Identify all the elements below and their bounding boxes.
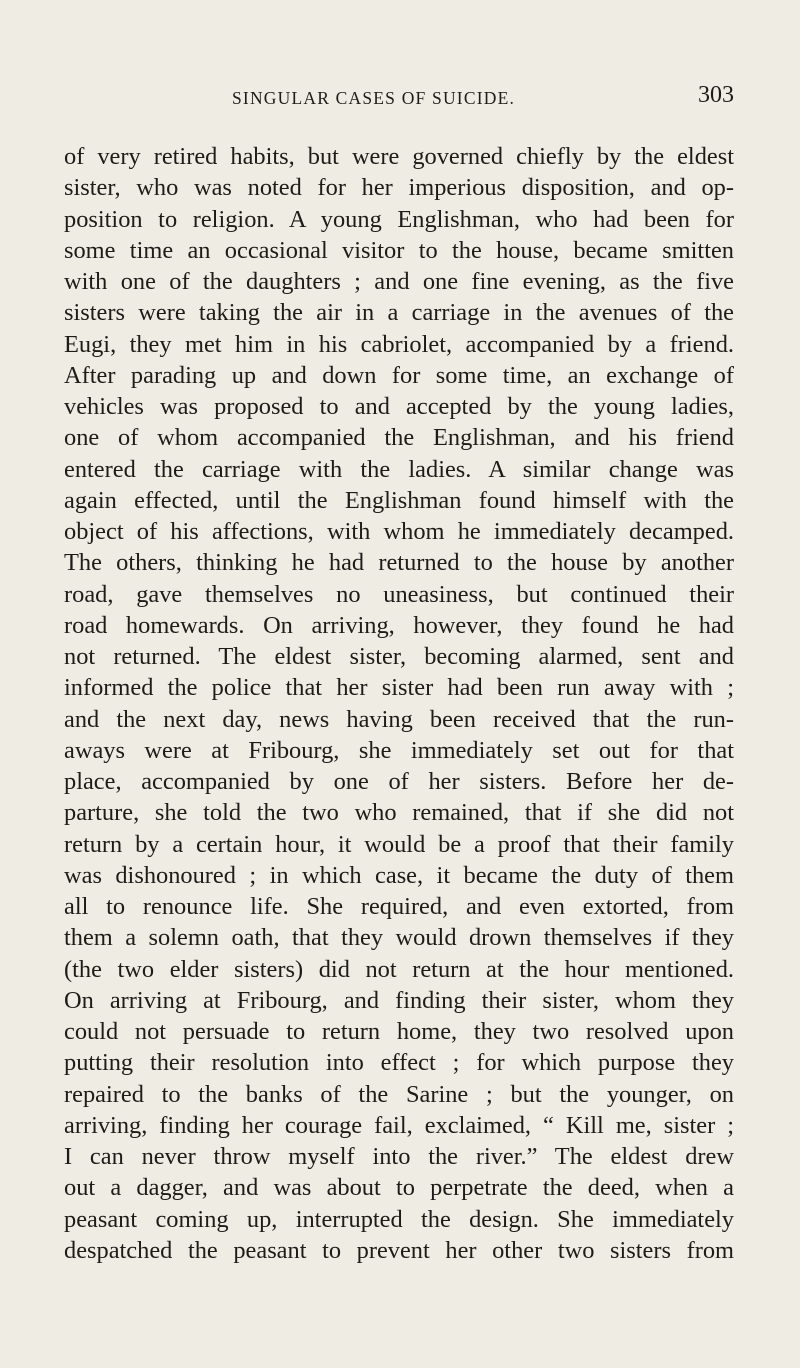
text-line: out a dagger, and was about to perpetrate the deed, when a bbox=[64, 1174, 734, 1202]
text-line: road, gave themselves no uneasiness, but continued their bbox=[64, 580, 734, 608]
text-line: I can never throw myself into the river.” The eldest drew bbox=[64, 1143, 734, 1170]
text-line: parture, she told the two who remained, that if she did not bbox=[64, 799, 734, 827]
text-line: putting their resolution into effect ; for which purpose they bbox=[64, 1049, 734, 1077]
text-line: Eugi, they met him in his cabriolet, accompanied by a friend. bbox=[64, 330, 734, 358]
text-line: return by a certain hour, it would be a proof that their family bbox=[64, 830, 734, 858]
text-line: one of whom accompanied the Englishman, and his friend bbox=[64, 424, 734, 452]
text-line: (the two elder sisters) did not return at the hour mentioned. bbox=[64, 955, 734, 983]
text-line: arriving, finding her courage fail, exclaimed, “ Kill me, sister ; bbox=[64, 1111, 734, 1139]
text-line: not returned. The eldest sister, becoming alarmed, sent and bbox=[64, 643, 734, 670]
text-line: could not persuade to return home, they two resolved upon bbox=[64, 1018, 734, 1045]
text-line: them a solemn oath, that they would drown themselves if they bbox=[64, 924, 734, 952]
text-line: road homewards. On arriving, however, they found he had bbox=[64, 611, 734, 639]
text-line: again effected, until the Englishman found himself with the bbox=[64, 486, 734, 514]
text-line: despatched the peasant to prevent her other two sisters from bbox=[64, 1236, 734, 1264]
text-line: peasant coming up, interrupted the design. She immediately bbox=[64, 1205, 734, 1233]
text-line: was dishonoured ; in which case, it became the duty of them bbox=[64, 861, 734, 889]
text-line: sister, who was noted for her imperious disposition, and op- bbox=[64, 174, 734, 202]
text-line: position to religion. A young Englishman, who had been for bbox=[64, 205, 734, 233]
text-line: entered the carriage with the ladies. A similar change was bbox=[64, 455, 734, 483]
text-line: with one of the daughters ; and one fine evening, as the five bbox=[64, 268, 734, 295]
text-line: informed the police that her sister had been run away with ; bbox=[64, 674, 734, 702]
text-line: vehicles was proposed to and accepted by the young ladies, bbox=[64, 393, 734, 420]
text-line: After parading up and down for some time, an exchange of bbox=[64, 361, 734, 389]
text-line: all to renounce life. She required, and even extorted, from bbox=[64, 893, 734, 920]
page-number: 303 bbox=[698, 82, 734, 108]
text-line: repaired to the banks of the Sarine ; but the younger, on bbox=[64, 1080, 734, 1108]
text-line: sisters were taking the air in a carriage in the avenues of the bbox=[64, 299, 734, 327]
text-line: some time an occasional visitor to the house, became smitten bbox=[64, 236, 734, 264]
text-line: and the next day, news having been received that the run- bbox=[64, 705, 734, 733]
body-text bbox=[64, 141, 734, 1266]
text-line: place, accompanied by one of her sisters. Before her de- bbox=[64, 768, 734, 795]
text-line: object of his affections, with whom he immediately decamped. bbox=[64, 518, 734, 545]
running-head bbox=[64, 82, 734, 112]
text-line: of very retired habits, but were governed chiefly by the eldest bbox=[64, 143, 734, 170]
running-title: SINGULAR CASES OF SUICIDE. bbox=[232, 88, 516, 108]
text-line: The others, thinking he had returned to the house by another bbox=[64, 549, 734, 577]
text-line: aways were at Fribourg, she immediately set out for that bbox=[64, 736, 734, 764]
text-line: On arriving at Fribourg, and finding their sister, whom they bbox=[64, 986, 734, 1014]
